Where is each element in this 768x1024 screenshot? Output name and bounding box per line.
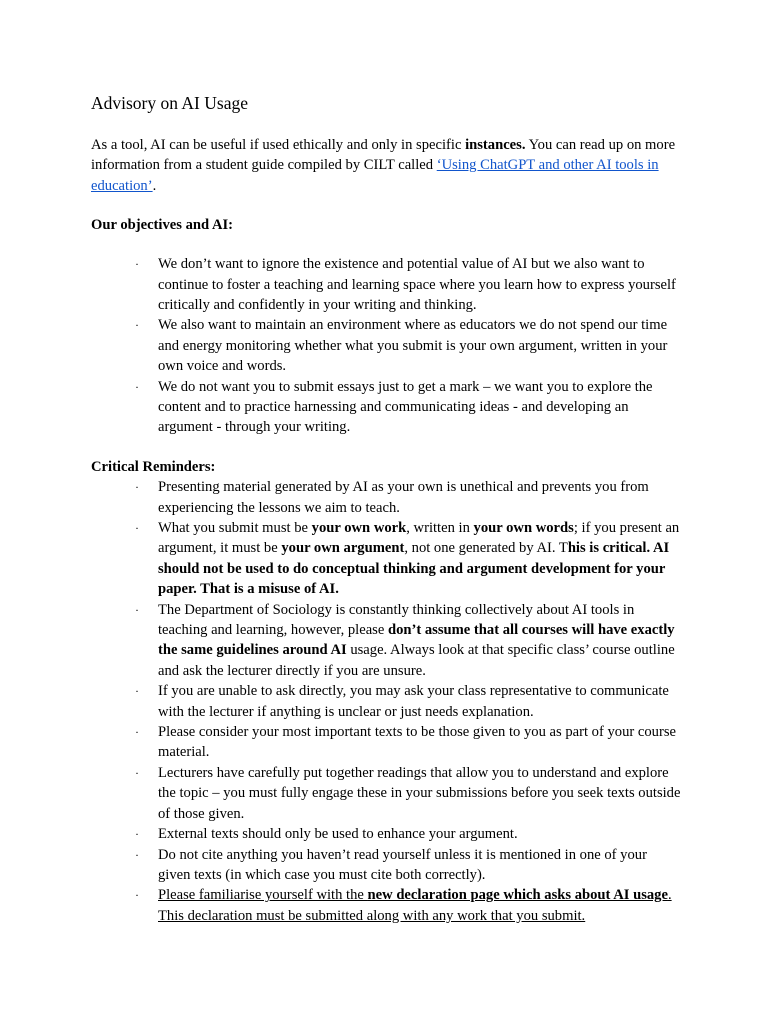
reminder-text: Do not cite anything you haven’t read yourself unless it is mentioned in one of your given texts (in which case you must cite both correctly). — [158, 846, 647, 883]
declaration-text: Please familiarise yourself with the — [158, 887, 368, 904]
list-item — [91, 315, 681, 376]
intro-text-2: You can read up on more information from a student guide compiled by CILT called — [91, 137, 676, 174]
document-title: Advisory on AI Usage — [91, 93, 248, 113]
bullet-icon: · — [135, 602, 139, 617]
list-item — [91, 681, 681, 722]
intro-paragraph — [91, 135, 681, 196]
reminder-bold: don’t assume that all courses will have exactly the same guidelines around AI — [158, 622, 675, 659]
intro-text-1: As a tool, AI can be useful if used ethically and only in specific — [91, 137, 466, 153]
reminder-text: External texts should only be used to enhance your argument. — [158, 826, 518, 843]
reminder-bold: his is critical. AI should not be used to do conceptual thinking and argument development for your paper. That is a misuse of AI. — [158, 540, 670, 598]
list-item — [91, 722, 681, 763]
list-item — [91, 845, 681, 886]
reminder-bold: your own work — [311, 520, 407, 536]
reminder-text: usage. Always look at that specific class’ course outline and ask the lecturer directly if you are unsure. — [158, 642, 675, 679]
objectives-list — [91, 254, 681, 438]
reminder-text: The Department of Sociology is constantly thinking collectively about AI tools in teaching and learning, however, please — [158, 601, 635, 639]
objective-text: We don’t want to ignore the existence and potential value of AI but we also want to continue to foster a teaching and learning space where you learn how to express yourself critically and confidently in your writing and thinking. — [158, 256, 676, 313]
intro-text-3: . — [152, 177, 157, 194]
list-item — [91, 477, 681, 518]
bullet-icon: · — [135, 847, 139, 862]
list-item — [91, 377, 681, 438]
bullet-icon: · — [135, 521, 139, 535]
list-item — [91, 600, 681, 682]
objectives-heading: Our objectives and AI: — [91, 216, 234, 233]
bullet-icon: · — [135, 379, 139, 394]
reminder-text: Lecturers have carefully put together readings that allow you to understand and explore the topic – you must fully engage these in your submissions before you seek texts outside of those given. — [158, 764, 681, 822]
reminder-text: If you are unable to ask directly, you may ask your class representative to communicate with the lecturer if anything is unclear or just needs explanation. — [158, 683, 669, 720]
reminder-text: , not one generated by AI. T — [404, 540, 568, 557]
list-item — [91, 824, 681, 844]
reminder-text: Please consider your most important texts to be those given to you as part of your course material. — [158, 724, 676, 761]
reminder-text: , written in — [406, 520, 474, 536]
reminder-bold: your own argument — [281, 540, 405, 557]
bullet-icon: · — [135, 725, 139, 740]
declaration-bold: new declaration page which asks about AI usage — [367, 887, 668, 904]
bullet-icon: · — [135, 827, 139, 842]
reminder-text: What you submit must be — [158, 520, 312, 536]
reminders-heading: Critical Reminders: — [91, 458, 216, 475]
bullet-icon: · — [135, 318, 139, 333]
list-item — [91, 885, 681, 926]
document-body — [91, 90, 681, 926]
bullet-icon: · — [135, 888, 139, 903]
bullet-icon: · — [135, 480, 139, 495]
declaration-text: . This declaration must be submitted along with any work that you submit. — [158, 887, 672, 924]
list-item — [91, 763, 681, 824]
reminders-list — [91, 477, 681, 926]
reminder-bold: your own words — [473, 520, 574, 536]
bullet-icon: · — [135, 765, 139, 780]
objective-text: We do not want you to submit essays just to get a mark – we want you to explore the content and to practice harnessing and communicating ideas - and developing an argument - through your writing. — [158, 378, 653, 436]
bullet-icon: · — [135, 684, 139, 699]
intro-bold-instances: instances. — [465, 137, 526, 153]
bullet-icon: · — [135, 257, 139, 272]
cilt-guide-link[interactable]: ‘Using ChatGPT and other AI tools in education’ — [91, 157, 659, 194]
reminder-text: Presenting material generated by AI as your own is unethical and prevents you from experiencing the lessons we aim to teach. — [158, 479, 649, 516]
reminder-text: ; if you present an argument, it must be — [158, 520, 680, 557]
objective-text: We also want to maintain an environment where as educators we do not spend our time and energy monitoring whether what you submit is your own argument, written in your own voice and words. — [158, 317, 668, 375]
list-item — [91, 518, 681, 600]
list-item — [91, 254, 681, 315]
